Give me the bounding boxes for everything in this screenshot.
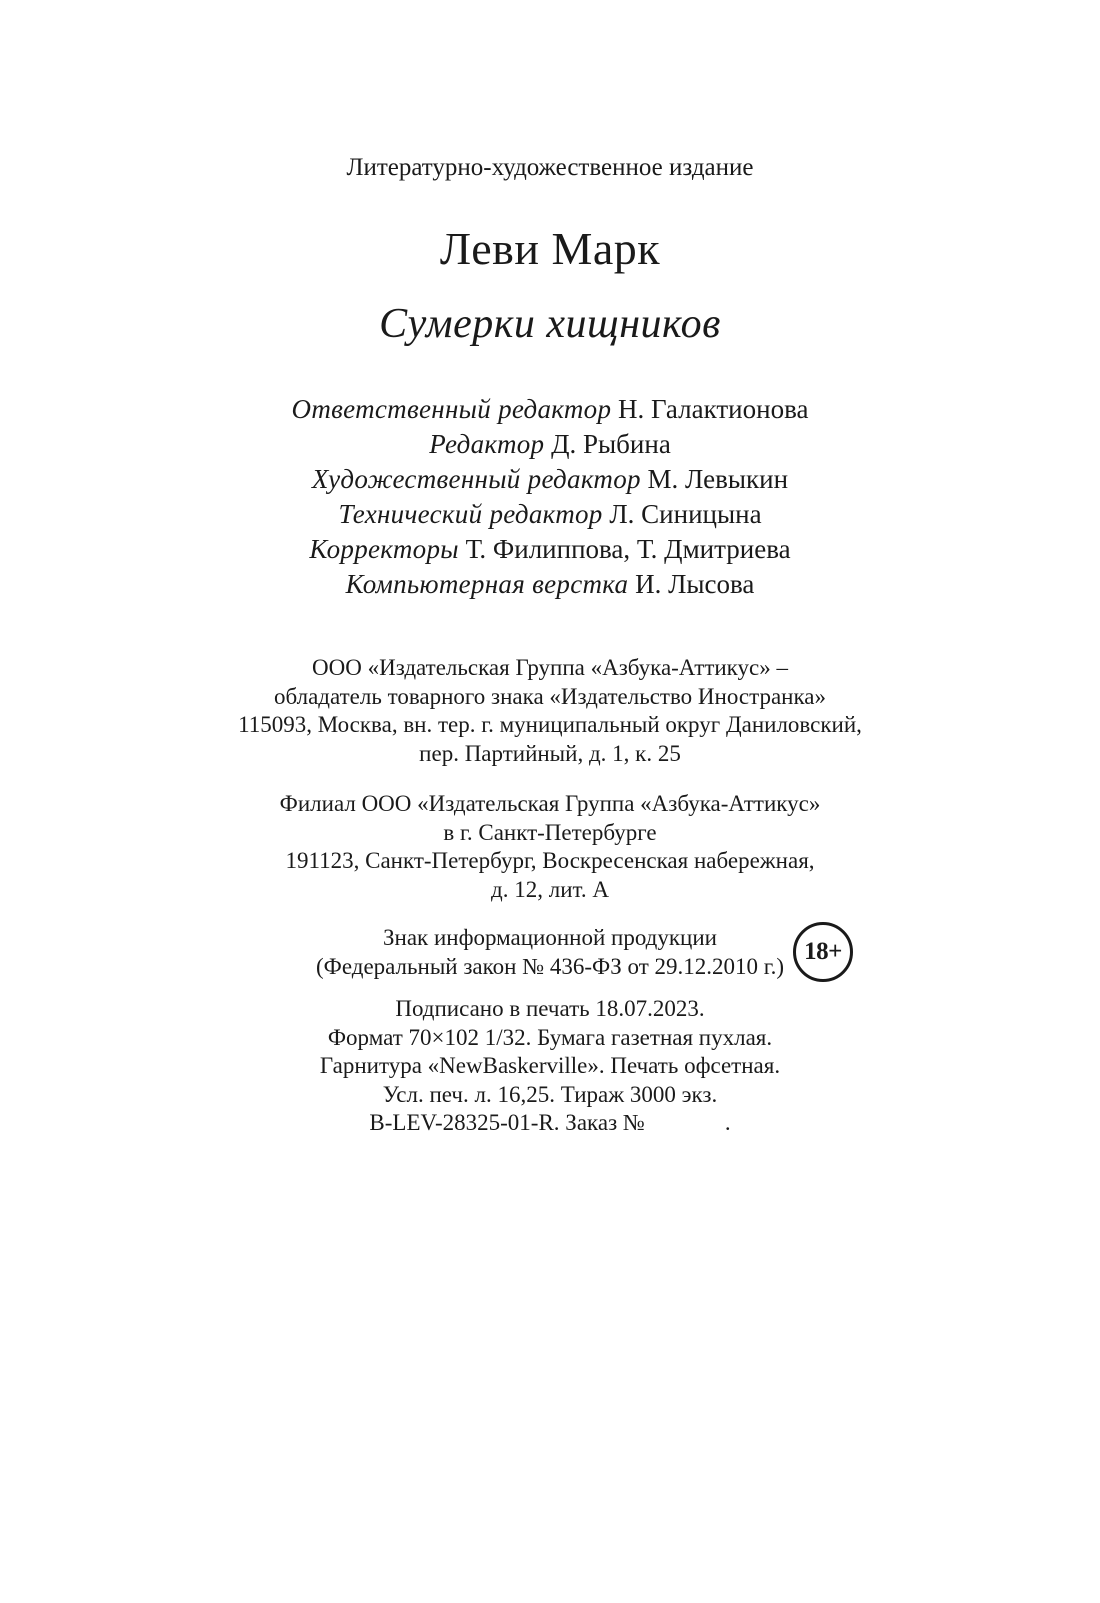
credits-list [0, 392, 1100, 602]
credit-name: Н. Галактионова [618, 394, 809, 424]
print-line: Усл. печ. л. 16,25. Тираж 3000 экз. [382, 1081, 718, 1107]
publisher-line: пер. Партийный, д. 1, к. 25 [419, 740, 681, 766]
credit-role: Художественный редактор [311, 464, 641, 494]
publisher-line: обладатель товарного знака «Издательство Иностранка» [273, 683, 827, 709]
credit-role: Компьютерная верстка [345, 569, 629, 599]
credit-name: Л. Синицына [609, 499, 762, 529]
publisher-line: ООО «Издательская Группа «Азбука-Аттикус» – [312, 655, 788, 680]
order-prefix: B-LEV-28325-01-R. Заказ № [369, 1110, 645, 1135]
credit-name: М. Левыкин [647, 464, 789, 494]
print-line: Подписано в печать 18.07.2023. [395, 996, 705, 1021]
branch-line: в г. Санкт-Петербурге [443, 819, 657, 845]
credit-line [0, 567, 1100, 602]
credit-line [0, 497, 1100, 532]
credit-role: Редактор [429, 429, 545, 459]
branch-line: д. 12, лит. А [491, 876, 609, 902]
credit-line [0, 427, 1100, 462]
credit-line [0, 532, 1100, 567]
print-line: Гарнитура «NewBaskerville». Печать офсетная. [319, 1053, 781, 1078]
credit-name: Т. Филиппова, Т. Дмитриева [465, 534, 791, 564]
credit-role: Ответственный редактор [291, 394, 612, 424]
order-suffix: . [724, 1110, 731, 1135]
edition-type: Литературно-художественное издание [346, 154, 754, 181]
age-rating-badge: 18+ [793, 922, 853, 982]
order-line [0, 1109, 1100, 1138]
credit-name: Д. Рыбина [551, 429, 671, 459]
publisher-line: 115093, Москва, вн. тер. г. муниципальный округ Даниловский, [238, 712, 862, 737]
info-sign-line: Знак информационной продукции [383, 925, 717, 950]
credit-line [0, 462, 1100, 497]
publisher-info [0, 654, 1100, 768]
book-title: Сумерки хищников [379, 301, 721, 347]
print-details [0, 995, 1100, 1138]
print-line: Формат 70×102 1/32. Бумага газетная пухлая. [327, 1024, 773, 1050]
info-sign [0, 924, 1100, 981]
credit-line [0, 392, 1100, 427]
credit-role: Корректоры [309, 534, 459, 564]
info-sign-line: (Федеральный закон № 436-ФЗ от 29.12.2010 г.) [316, 953, 784, 979]
credit-name: И. Лысова [635, 569, 755, 599]
branch-line: Филиал ООО «Издательская Группа «Азбука-Аттикус» [279, 791, 821, 816]
branch-info [0, 790, 1100, 904]
credit-role: Технический редактор [338, 499, 603, 529]
branch-line: 191123, Санкт-Петербург, Воскресенская набережная, [285, 848, 815, 873]
author-name: Леви Марк [439, 223, 661, 274]
